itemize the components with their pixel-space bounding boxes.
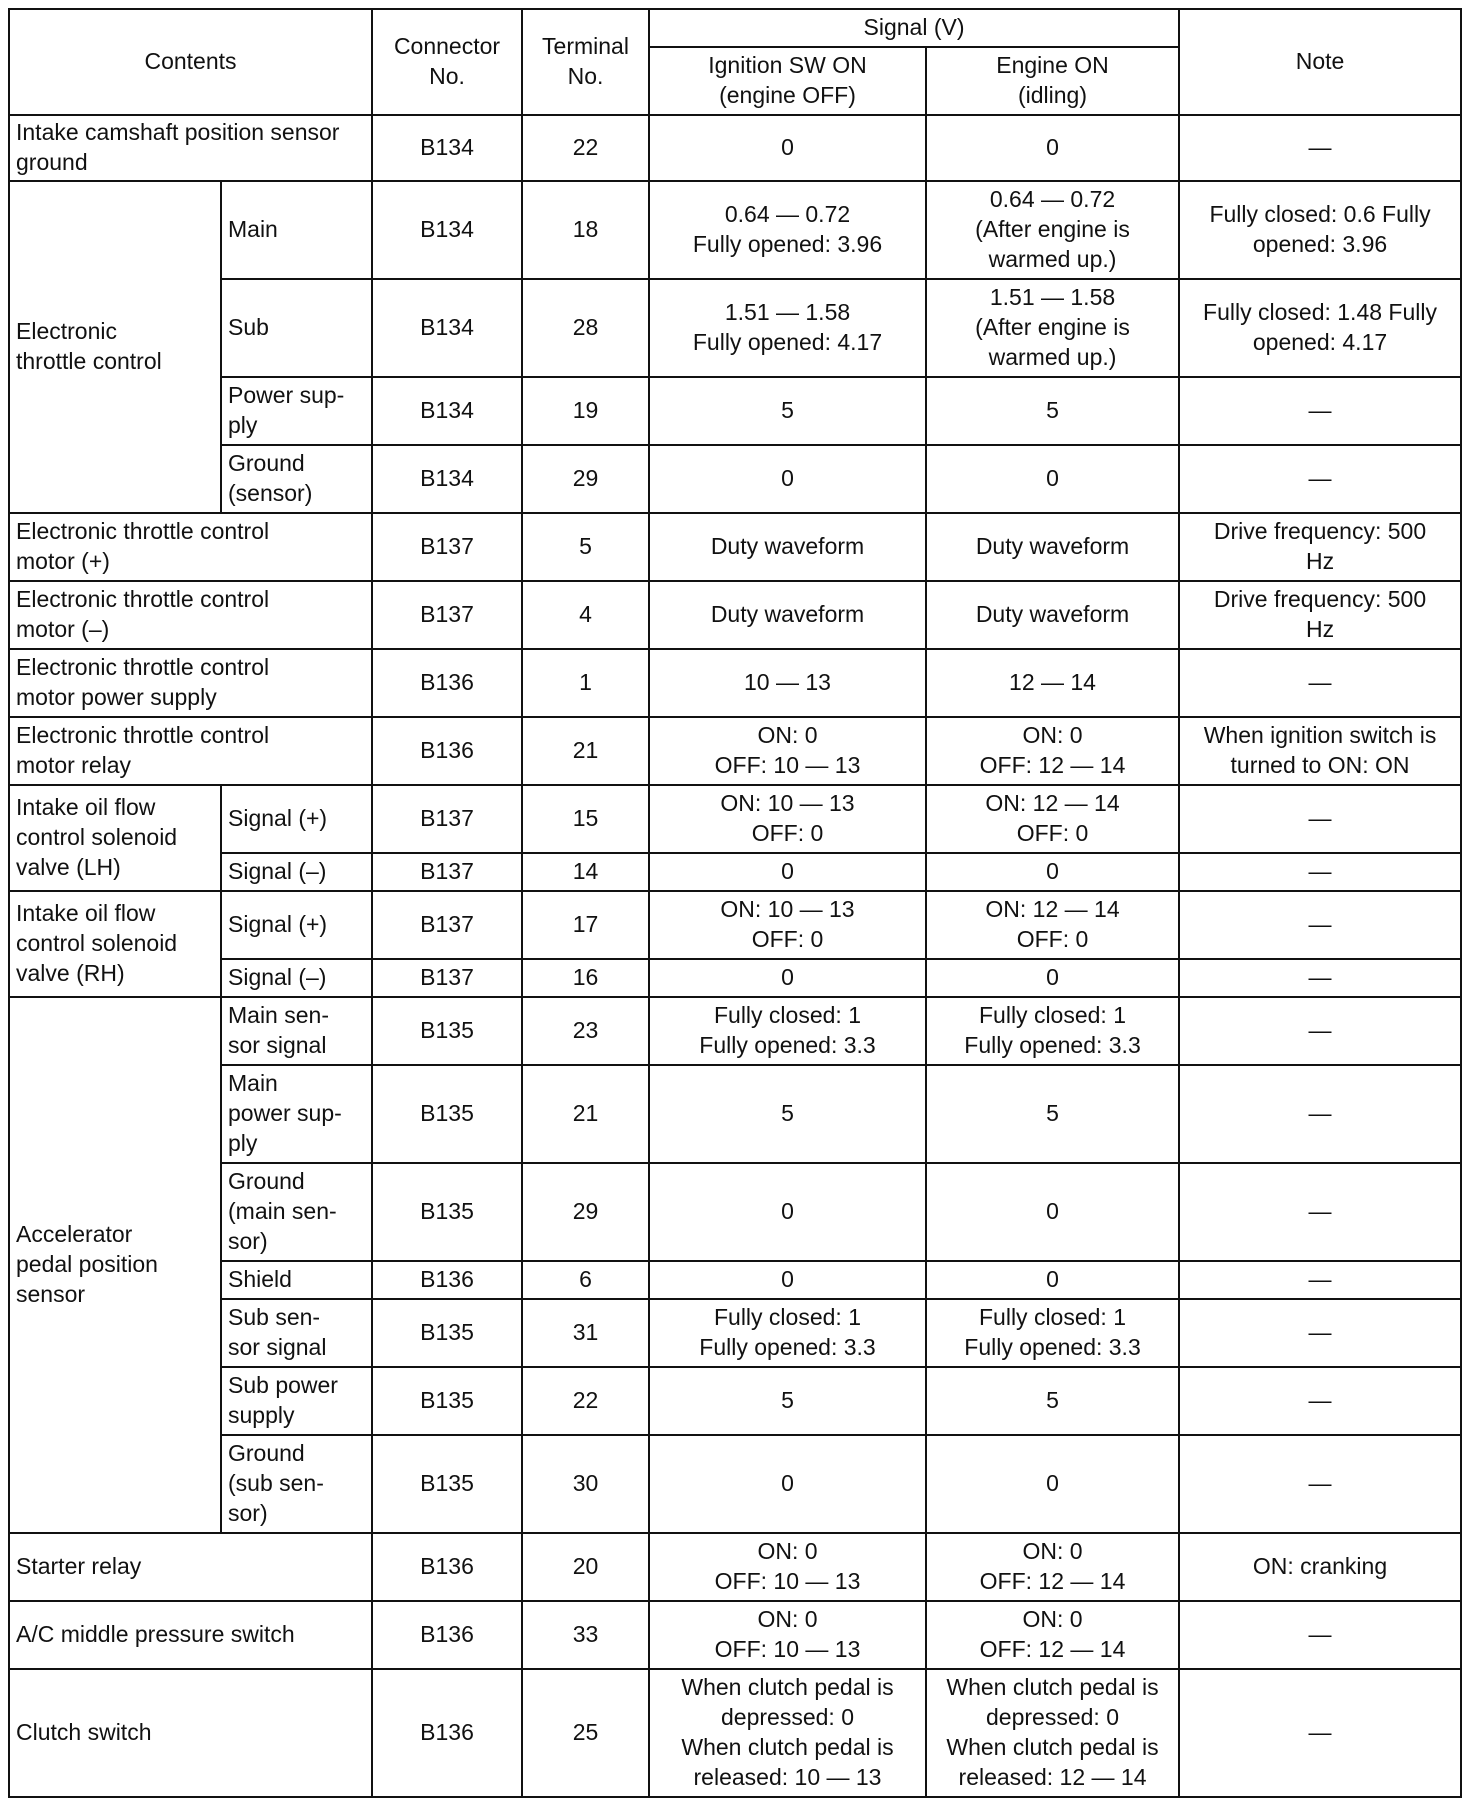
terminal-no: 1	[522, 649, 649, 717]
table-row	[9, 1299, 1461, 1367]
connector-no: B135	[372, 1367, 522, 1435]
signal-engine-on: ON: 0 OFF: 12 — 14	[926, 717, 1179, 785]
signal-engine-on: 0	[926, 1435, 1179, 1533]
terminal-no: 15	[522, 785, 649, 853]
table-row	[9, 785, 1461, 853]
signal-ignition-on: ON: 10 — 13 OFF: 0	[649, 891, 926, 959]
row-sub-item: Signal (–)	[221, 853, 372, 891]
table-row	[9, 279, 1461, 377]
note: —	[1179, 853, 1461, 891]
row-sub-item: Main	[221, 181, 372, 279]
note: Fully closed: 1.48 Fully opened: 4.17	[1179, 279, 1461, 377]
connector-no: B135	[372, 1299, 522, 1367]
note: —	[1179, 377, 1461, 445]
signal-ignition-on: Duty waveform	[649, 513, 926, 581]
signal-ignition-on: 5	[649, 377, 926, 445]
signal-engine-on: ON: 0 OFF: 12 — 14	[926, 1601, 1179, 1669]
signal-engine-on: 5	[926, 377, 1179, 445]
signal-ignition-on: 0	[649, 959, 926, 997]
connector-no: B136	[372, 1669, 522, 1797]
connector-no: B135	[372, 1435, 522, 1533]
row-sub-item: Signal (–)	[221, 959, 372, 997]
signal-engine-on: Fully closed: 1 Fully opened: 3.3	[926, 997, 1179, 1065]
note: —	[1179, 1601, 1461, 1669]
row-contents-label: Intake oil flow control solenoid valve (LH)	[9, 785, 221, 891]
header-contents: Contents	[9, 9, 372, 115]
connector-no: B136	[372, 1533, 522, 1601]
signal-ignition-on: 0	[649, 1163, 926, 1261]
signal-engine-on: Fully closed: 1 Fully opened: 3.3	[926, 1299, 1179, 1367]
terminal-no: 6	[522, 1261, 649, 1299]
terminal-no: 22	[522, 1367, 649, 1435]
table-header	[9, 9, 1461, 115]
signal-ignition-on: 0.64 — 0.72 Fully opened: 3.96	[649, 181, 926, 279]
signal-ignition-on: Duty waveform	[649, 581, 926, 649]
signal-engine-on: 0	[926, 1163, 1179, 1261]
table-row	[9, 717, 1461, 785]
connector-no: B136	[372, 717, 522, 785]
signal-engine-on: 0	[926, 959, 1179, 997]
signal-engine-on: Duty waveform	[926, 513, 1179, 581]
note: —	[1179, 959, 1461, 997]
connector-no: B137	[372, 785, 522, 853]
terminal-no: 25	[522, 1669, 649, 1797]
table-row	[9, 1367, 1461, 1435]
signal-ignition-on: 0	[649, 853, 926, 891]
note: —	[1179, 997, 1461, 1065]
note: Drive frequency: 500 Hz	[1179, 581, 1461, 649]
table-row	[9, 445, 1461, 513]
row-sub-item: Ground (main sen- sor)	[221, 1163, 372, 1261]
connector-no: B136	[372, 649, 522, 717]
terminal-no: 5	[522, 513, 649, 581]
signal-engine-on: 0	[926, 1261, 1179, 1299]
connector-no: B137	[372, 513, 522, 581]
connector-no: B137	[372, 959, 522, 997]
note: —	[1179, 1669, 1461, 1797]
row-sub-item: Ground (sensor)	[221, 445, 372, 513]
note: Fully closed: 0.6 Fully opened: 3.96	[1179, 181, 1461, 279]
terminal-no: 18	[522, 181, 649, 279]
signal-engine-on: 0	[926, 853, 1179, 891]
table-row	[9, 1533, 1461, 1601]
signal-ignition-on: ON: 0 OFF: 10 — 13	[649, 1533, 926, 1601]
signal-ignition-on: Fully closed: 1 Fully opened: 3.3	[649, 1299, 926, 1367]
terminal-no: 14	[522, 853, 649, 891]
row-sub-item: Signal (+)	[221, 785, 372, 853]
signal-ignition-on: ON: 0 OFF: 10 — 13	[649, 1601, 926, 1669]
table-row	[9, 115, 1461, 181]
note: —	[1179, 649, 1461, 717]
terminal-no: 29	[522, 1163, 649, 1261]
header-signal: Signal (V)	[649, 9, 1179, 47]
row-contents-label: Intake oil flow control solenoid valve (RH)	[9, 891, 221, 997]
signal-engine-on: ON: 12 — 14 OFF: 0	[926, 785, 1179, 853]
terminal-no: 22	[522, 115, 649, 181]
note: —	[1179, 1065, 1461, 1163]
terminal-no: 28	[522, 279, 649, 377]
signal-engine-on: 5	[926, 1065, 1179, 1163]
row-contents-label: Electronic throttle control motor (+)	[9, 513, 372, 581]
row-sub-item: Main power sup- ply	[221, 1065, 372, 1163]
signal-ignition-on: 0	[649, 445, 926, 513]
table-row	[9, 377, 1461, 445]
note: —	[1179, 785, 1461, 853]
connector-no: B135	[372, 1065, 522, 1163]
table-row	[9, 959, 1461, 997]
header-ignition-on: Ignition SW ON (engine OFF)	[649, 47, 926, 115]
row-contents-label: Electronic throttle control motor relay	[9, 717, 372, 785]
connector-no: B135	[372, 1163, 522, 1261]
row-sub-item: Sub sen- sor signal	[221, 1299, 372, 1367]
terminal-no: 16	[522, 959, 649, 997]
signal-engine-on: ON: 0 OFF: 12 — 14	[926, 1533, 1179, 1601]
terminal-no: 17	[522, 891, 649, 959]
note: —	[1179, 1261, 1461, 1299]
connector-no: B134	[372, 445, 522, 513]
note: —	[1179, 115, 1461, 181]
table-row	[9, 891, 1461, 959]
connector-no: B134	[372, 279, 522, 377]
row-sub-item: Sub	[221, 279, 372, 377]
terminal-no: 21	[522, 1065, 649, 1163]
table-row	[9, 513, 1461, 581]
signal-engine-on: 5	[926, 1367, 1179, 1435]
row-contents-label: Starter relay	[9, 1533, 372, 1601]
table-row	[9, 581, 1461, 649]
row-sub-item: Shield	[221, 1261, 372, 1299]
connector-no: B134	[372, 181, 522, 279]
connector-no: B137	[372, 853, 522, 891]
table-row	[9, 1261, 1461, 1299]
note: —	[1179, 891, 1461, 959]
header-terminal: Terminal No.	[522, 9, 649, 115]
connector-no: B136	[372, 1261, 522, 1299]
note: —	[1179, 1163, 1461, 1261]
terminal-no: 20	[522, 1533, 649, 1601]
header-connector: Connector No.	[372, 9, 522, 115]
signal-ignition-on: Fully closed: 1 Fully opened: 3.3	[649, 997, 926, 1065]
signal-engine-on: 0.64 — 0.72 (After engine is warmed up.)	[926, 181, 1179, 279]
terminal-no: 21	[522, 717, 649, 785]
signal-ignition-on: ON: 0 OFF: 10 — 13	[649, 717, 926, 785]
table-body	[9, 115, 1461, 1797]
table-row	[9, 1065, 1461, 1163]
signal-ignition-on: 5	[649, 1367, 926, 1435]
signal-ignition-on: 10 — 13	[649, 649, 926, 717]
signal-ignition-on: 1.51 — 1.58 Fully opened: 4.17	[649, 279, 926, 377]
signal-engine-on: When clutch pedal is depressed: 0 When clutch pedal is released: 12 — 14	[926, 1669, 1179, 1797]
connector-no: B137	[372, 891, 522, 959]
connector-no: B137	[372, 581, 522, 649]
terminal-no: 29	[522, 445, 649, 513]
row-contents-label: A/C middle pressure switch	[9, 1601, 372, 1669]
row-contents-label: Electronic throttle control motor (–)	[9, 581, 372, 649]
note: Drive frequency: 500 Hz	[1179, 513, 1461, 581]
row-sub-item: Power sup- ply	[221, 377, 372, 445]
connector-no: B134	[372, 115, 522, 181]
signal-engine-on: 0	[926, 445, 1179, 513]
table-row	[9, 1163, 1461, 1261]
row-sub-item: Main sen- sor signal	[221, 997, 372, 1065]
signal-ignition-on: 5	[649, 1065, 926, 1163]
note: —	[1179, 1367, 1461, 1435]
ecm-terminal-signal-table	[8, 8, 1462, 1798]
signal-ignition-on: 0	[649, 1435, 926, 1533]
terminal-no: 4	[522, 581, 649, 649]
terminal-no: 30	[522, 1435, 649, 1533]
row-contents-label: Electronic throttle control	[9, 181, 221, 513]
connector-no: B135	[372, 997, 522, 1065]
table-row	[9, 649, 1461, 717]
note: —	[1179, 445, 1461, 513]
signal-engine-on: Duty waveform	[926, 581, 1179, 649]
table-row	[9, 1435, 1461, 1533]
signal-engine-on: 1.51 — 1.58 (After engine is warmed up.)	[926, 279, 1179, 377]
signal-engine-on: 12 — 14	[926, 649, 1179, 717]
signal-ignition-on: 0	[649, 1261, 926, 1299]
row-sub-item: Ground (sub sen- sor)	[221, 1435, 372, 1533]
header-note: Note	[1179, 9, 1461, 115]
signal-ignition-on: ON: 10 — 13 OFF: 0	[649, 785, 926, 853]
header-engine-on: Engine ON (idling)	[926, 47, 1179, 115]
table-row	[9, 1601, 1461, 1669]
row-sub-item: Signal (+)	[221, 891, 372, 959]
note: When ignition switch is turned to ON: ON	[1179, 717, 1461, 785]
table-row	[9, 997, 1461, 1065]
table-row	[9, 181, 1461, 279]
row-sub-item: Sub power supply	[221, 1367, 372, 1435]
row-contents-label: Accelerator pedal position sensor	[9, 997, 221, 1533]
note: —	[1179, 1299, 1461, 1367]
connector-no: B136	[372, 1601, 522, 1669]
terminal-no: 19	[522, 377, 649, 445]
signal-ignition-on: 0	[649, 115, 926, 181]
signal-engine-on: ON: 12 — 14 OFF: 0	[926, 891, 1179, 959]
connector-no: B134	[372, 377, 522, 445]
terminal-no: 31	[522, 1299, 649, 1367]
terminal-no: 33	[522, 1601, 649, 1669]
signal-ignition-on: When clutch pedal is depressed: 0 When clutch pedal is released: 10 — 13	[649, 1669, 926, 1797]
note: —	[1179, 1435, 1461, 1533]
row-contents-label: Electronic throttle control motor power supply	[9, 649, 372, 717]
terminal-no: 23	[522, 997, 649, 1065]
table-row	[9, 853, 1461, 891]
row-contents-label: Clutch switch	[9, 1669, 372, 1797]
note: ON: cranking	[1179, 1533, 1461, 1601]
row-contents-label: Intake camshaft position sensor ground	[9, 115, 372, 181]
table-row	[9, 1669, 1461, 1797]
signal-engine-on: 0	[926, 115, 1179, 181]
